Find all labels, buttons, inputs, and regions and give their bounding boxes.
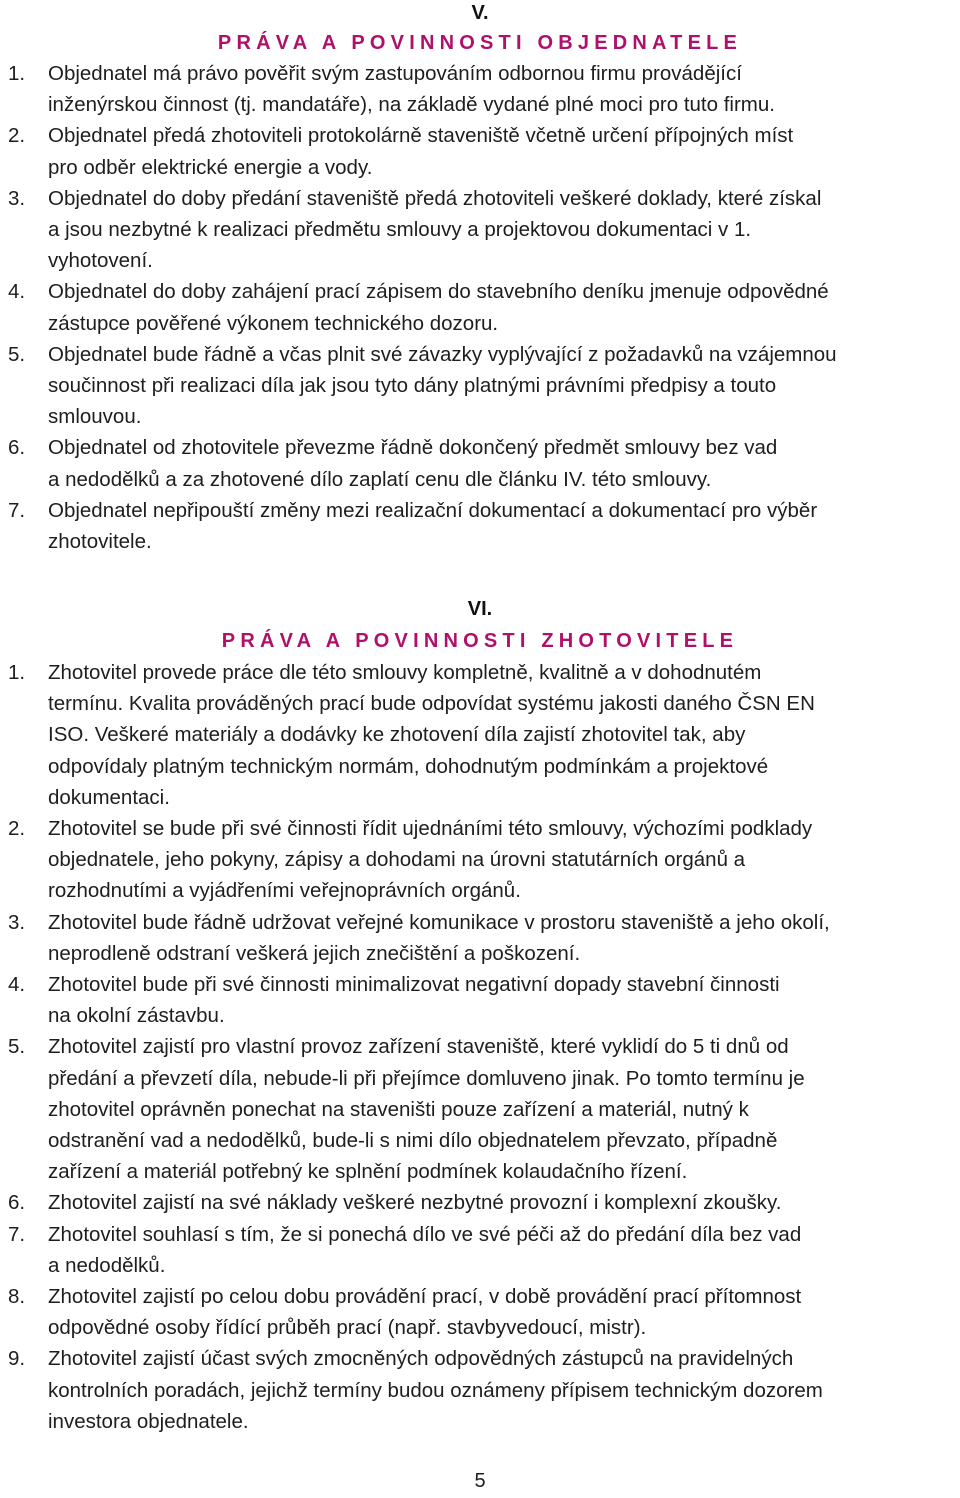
list-item-number: 3. xyxy=(8,910,26,934)
section-6-number: VI. xyxy=(467,598,493,620)
text-line: kontrolních poradách, jejichž termíny budou oznámeny přípisem technickým dozorem xyxy=(48,1378,823,1402)
list-item-number: 8. xyxy=(8,1285,26,1308)
list-item xyxy=(0,58,960,120)
text-line: dokumentaci. xyxy=(48,785,170,809)
list-item xyxy=(0,657,960,813)
list-item-text xyxy=(48,969,958,1031)
list-item-number: 7. xyxy=(8,498,26,522)
list-item-number: 1. xyxy=(8,62,26,85)
list-item xyxy=(0,1219,960,1281)
text-line: objednatele, jeho pokyny, zápisy a dohodami na úrovni statutárních orgánů a xyxy=(48,848,746,872)
text-line: odpovídaly platným technickým normám, dohodnutým podmínkám a projektové xyxy=(48,754,769,778)
text-line: Zhotovitel zajistí pro vlastní provoz zařízení staveniště, které vyklidí do 5 ti dnů od xyxy=(48,1035,789,1059)
list-item-number: 3. xyxy=(8,186,26,210)
page-number: 5 xyxy=(474,1470,486,1492)
list-item-number: 5. xyxy=(8,1035,26,1059)
list-item-text xyxy=(48,1343,958,1437)
text-line: Zhotovitel zajistí po celou dobu provádění prací, v době provádění prací přítomnost xyxy=(48,1285,802,1308)
text-line: Zhotovitel zajistí na své náklady veškeré nezbytné provozní i komplexní zkoušky. xyxy=(48,1191,782,1215)
text-line: zhotovitel oprávněn ponechat na staveništi pouze zařízení a materiál, nutný k xyxy=(48,1097,749,1121)
list-item-number: 6. xyxy=(8,436,26,460)
text-line: předání a převzetí díla, nebude-li při přejímce domluveno jinak. Po tomto termínu je xyxy=(48,1066,805,1090)
text-line: a nedodělků. xyxy=(48,1253,166,1277)
list-item xyxy=(0,1031,960,1187)
text-line: Zhotovitel provede práce dle této smlouvy kompletně, kvalitně a v dohodnutém xyxy=(48,661,762,684)
list-item xyxy=(0,1281,960,1343)
list-item-number: 5. xyxy=(8,342,26,366)
list-item-number: 6. xyxy=(8,1191,26,1215)
text-line: ISO. Veškeré materiály a dodávky ke zhotovení díla zajistí zhotovitel tak, aby xyxy=(48,723,746,747)
text-line: Zhotovitel souhlasí s tím, že si ponechá dílo ve své péči až do předání díla bez vad xyxy=(48,1222,802,1246)
list-item-text xyxy=(48,432,958,494)
text-line: součinnost při realizaci díla jak jsou tyto dány platnými právními předpisy a touto xyxy=(48,374,777,397)
text-line: Objednatel do doby předání staveniště předá zhotoviteli veškeré doklady, které získal xyxy=(48,186,822,210)
text-line: Zhotovitel se bude při své činnosti řídit ujednáními této smlouvy, výchozími podklady xyxy=(48,817,813,840)
text-line: rozhodnutími a vyjádřeními veřejnoprávních orgánů. xyxy=(48,879,521,903)
list-item-text xyxy=(48,276,958,338)
list-item-text xyxy=(48,120,958,182)
list-item xyxy=(0,969,960,1031)
text-line: a jsou nezbytné k realizaci předmětu smlouvy a projektovou dokumentaci v 1. xyxy=(48,218,752,241)
list-item-text xyxy=(48,495,958,557)
text-line: vyhotovení. xyxy=(48,249,153,273)
text-line: zástupce pověřené výkonem technického dozoru. xyxy=(48,311,499,335)
text-line: zařízení a materiál potřebný ke splnění podmínek kolaudačního řízení. xyxy=(48,1160,688,1184)
list-item xyxy=(0,907,960,969)
list-item xyxy=(0,183,960,277)
list-item xyxy=(0,1187,960,1218)
list-item xyxy=(0,276,960,338)
text-line: Objednatel předá zhotoviteli protokolárně staveniště včetně určení přípojných míst xyxy=(48,124,794,148)
text-line: Objednatel má právo pověřit svým zastupováním odbornou firmu provádějící xyxy=(48,62,742,85)
list-item-text xyxy=(48,657,958,813)
text-line: neprodleně odstraní veškerá jejich znečištění a poškození. xyxy=(48,941,581,965)
text-line: inženýrskou činnost (tj. mandatáře), na základě vydané plné moci pro tuto firmu. xyxy=(48,93,775,117)
text-line: Zhotovitel zajistí účast svých zmocněných odpovědných zástupců na pravidelných xyxy=(48,1347,794,1371)
text-line: odpovědné osoby řídící průběh prací (např. stavbyvedoucí, mistr). xyxy=(48,1316,647,1340)
list-item xyxy=(0,432,960,494)
list-item-text xyxy=(48,907,958,969)
list-item xyxy=(0,813,960,907)
text-line: Objednatel od zhotovitele převezme řádně dokončený předmět smlouvy bez vad xyxy=(48,436,778,460)
text-line: Objednatel do doby zahájení prací zápisem do stavebního deníku jmenuje odpovědné xyxy=(48,280,829,304)
text-line: termínu. Kvalita prováděných prací bude odpovídat systému jakosti daného ČSN EN xyxy=(48,692,815,716)
list-item-text xyxy=(48,1031,958,1187)
text-line: Zhotovitel bude řádně udržovat veřejné komunikace v prostoru staveniště a jeho okolí, xyxy=(48,910,830,934)
list-item-number: 9. xyxy=(8,1347,26,1371)
text-line: investora objednatele. xyxy=(48,1409,249,1433)
section-5-title: PRÁVA A POVINNOSTI OBJEDNATELE xyxy=(217,32,743,54)
section-5-number: V. xyxy=(471,2,489,24)
list-item-text xyxy=(48,58,958,120)
text-line: pro odběr elektrické energie a vody. xyxy=(48,155,373,179)
list-item xyxy=(0,495,960,557)
text-line: Objednatel bude řádně a včas plnit své závazky vyplývající z požadavků na vzájemnou xyxy=(48,342,837,366)
list-item-number: 4. xyxy=(8,973,26,996)
text-line: a nedodělků a za zhotovené dílo zaplatí cenu dle článku IV. této smlouvy. xyxy=(48,467,712,491)
text-line: odstranění vad a nedodělků, bude-li s nimi dílo objednatelem převzato, případně xyxy=(48,1129,778,1152)
list-item-text xyxy=(48,339,958,433)
list-item-number: 2. xyxy=(8,124,26,148)
list-item-number: 7. xyxy=(8,1222,26,1246)
list-item-text xyxy=(48,813,958,907)
text-line: smlouvou. xyxy=(48,405,142,429)
list-item xyxy=(0,1343,960,1437)
list-item xyxy=(0,120,960,182)
text-line: na okolní zástavbu. xyxy=(48,1004,225,1028)
text-line: Zhotovitel bude při své činnosti minimalizovat negativní dopady stavební činnosti xyxy=(48,973,780,996)
list-item-text xyxy=(48,1281,958,1343)
list-item-text xyxy=(48,183,958,277)
list-item-number: 2. xyxy=(8,817,26,840)
list-item xyxy=(0,339,960,433)
text-line: Objednatel nepřipouští změny mezi realizační dokumentací a dokumentací pro výběr xyxy=(48,498,818,522)
list-item-text xyxy=(48,1187,958,1218)
section-6-title: PRÁVA A POVINNOSTI ZHOTOVITELE xyxy=(221,630,739,652)
list-item-text xyxy=(48,1219,958,1281)
list-item-number: 4. xyxy=(8,280,26,304)
text-line: zhotovitele. xyxy=(48,530,152,553)
list-item-number: 1. xyxy=(8,661,26,684)
